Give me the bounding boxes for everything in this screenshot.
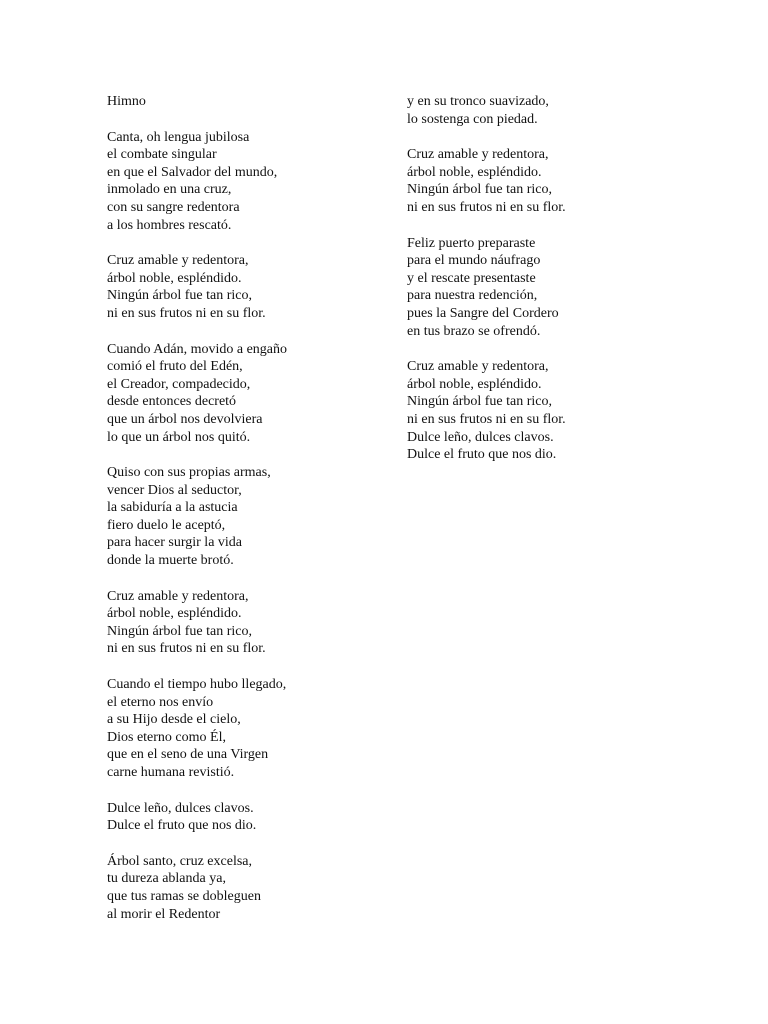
right-stanzas: [407, 93, 707, 464]
verse-line: para nuestra redención,: [407, 288, 538, 304]
verse-line: para el mundo náufrago: [407, 253, 541, 269]
stanza: [107, 800, 377, 835]
verse-line: que un árbol nos devolviera: [107, 411, 263, 427]
verse-line: la sabiduría a la astucia: [107, 500, 238, 516]
verse-line: Cuando Adán, movido a engaño: [107, 341, 288, 357]
stanza: [107, 676, 377, 782]
verse-line: a los hombres rescató.: [107, 217, 232, 233]
verse-line: que tus ramas se dobleguen: [107, 888, 261, 904]
verse-line: en que el Salvador del mundo,: [107, 164, 278, 180]
verse-line: Cuando el tiempo hubo llegado,: [107, 677, 287, 693]
verse-line: en tus brazo se ofrendó.: [407, 323, 541, 339]
verse-line: ni en sus frutos ni en su flor.: [107, 305, 266, 321]
verse-line: Ningún árbol fue tan rico,: [407, 182, 553, 198]
stanza: [407, 358, 707, 464]
verse-line: ni en sus frutos ni en su flor.: [407, 199, 566, 215]
verse-line: carne humana revistió.: [107, 765, 235, 780]
verse-line: árbol noble, espléndido.: [407, 376, 542, 392]
verse-line: Quiso con sus propias armas,: [107, 465, 271, 481]
verse-line: Ningún árbol fue tan rico,: [407, 394, 553, 410]
stanza: [107, 464, 377, 570]
verse-line: ni en sus frutos ni en su flor.: [107, 641, 266, 657]
verse-line: y en su tronco suavizado,: [407, 94, 549, 109]
left-column: [107, 93, 377, 923]
verse-line: árbol noble, espléndido.: [107, 606, 242, 622]
verse-line: Ningún árbol fue tan rico,: [107, 623, 253, 639]
verse-line: el Creador, compadecido,: [107, 376, 251, 392]
verse-line: Cruz amable y redentora,: [407, 147, 549, 163]
verse-line: inmolado en una cruz,: [107, 182, 232, 198]
verse-line: Dulce el fruto que nos dio.: [407, 447, 557, 463]
stanza: [407, 146, 707, 216]
verse-line: desde entonces decretó: [107, 394, 237, 410]
verse-line: Ningún árbol fue tan rico,: [107, 288, 253, 304]
verse-line: Cruz amable y redentora,: [107, 588, 249, 604]
verse-line: Cruz amable y redentora,: [407, 359, 549, 375]
verse-line: tu dureza ablanda ya,: [107, 871, 226, 887]
verse-line: fiero duelo le aceptó,: [107, 517, 226, 533]
stanza: [107, 129, 377, 235]
verse-line: comió el fruto del Edén,: [107, 359, 243, 375]
verse-line: Dios eterno como Él,: [107, 729, 226, 745]
verse-line: Dulce leño, dulces clavos.: [407, 429, 554, 445]
right-column: [407, 93, 707, 464]
verse-line: y el rescate presentaste: [407, 270, 536, 286]
verse-line: que en el seno de una Virgen: [107, 747, 269, 763]
stanza: [407, 235, 707, 341]
stanza: [407, 93, 707, 128]
verse-line: al morir el Redentor: [107, 906, 221, 922]
verse-line: lo que un árbol nos quitó.: [107, 429, 251, 445]
verse-line: Canta, oh lengua jubilosa: [107, 129, 250, 145]
stanza: [107, 341, 377, 447]
verse-line: el eterno nos envío: [107, 694, 214, 710]
verse-line: vencer Dios al seductor,: [107, 482, 242, 498]
verse-line: Dulce leño, dulces clavos.: [107, 800, 254, 816]
hymn-title: Himno: [107, 94, 146, 109]
verse-line: árbol noble, espléndido.: [407, 164, 542, 180]
verse-line: pues la Sangre del Cordero: [407, 305, 559, 321]
verse-line: el combate singular: [107, 147, 217, 163]
stanza: [107, 588, 377, 658]
verse-line: a su Hijo desde el cielo,: [107, 712, 241, 728]
verse-line: con su sangre redentora: [107, 199, 240, 215]
stanza: [107, 252, 377, 322]
verse-line: ni en sus frutos ni en su flor.: [407, 411, 566, 427]
verse-line: Dulce el fruto que nos dio.: [107, 818, 257, 834]
verse-line: Feliz puerto preparaste: [407, 235, 536, 251]
verse-line: Cruz amable y redentora,: [107, 253, 249, 269]
verse-line: para hacer surgir la vida: [107, 535, 243, 551]
verse-line: árbol noble, espléndido.: [107, 270, 242, 286]
verse-line: Árbol santo, cruz excelsa,: [107, 853, 252, 869]
stanza: [107, 853, 377, 923]
verse-line: donde la muerte brotó.: [107, 553, 234, 569]
left-stanzas: [107, 129, 377, 924]
verse-line: lo sostenga con piedad.: [407, 111, 538, 127]
